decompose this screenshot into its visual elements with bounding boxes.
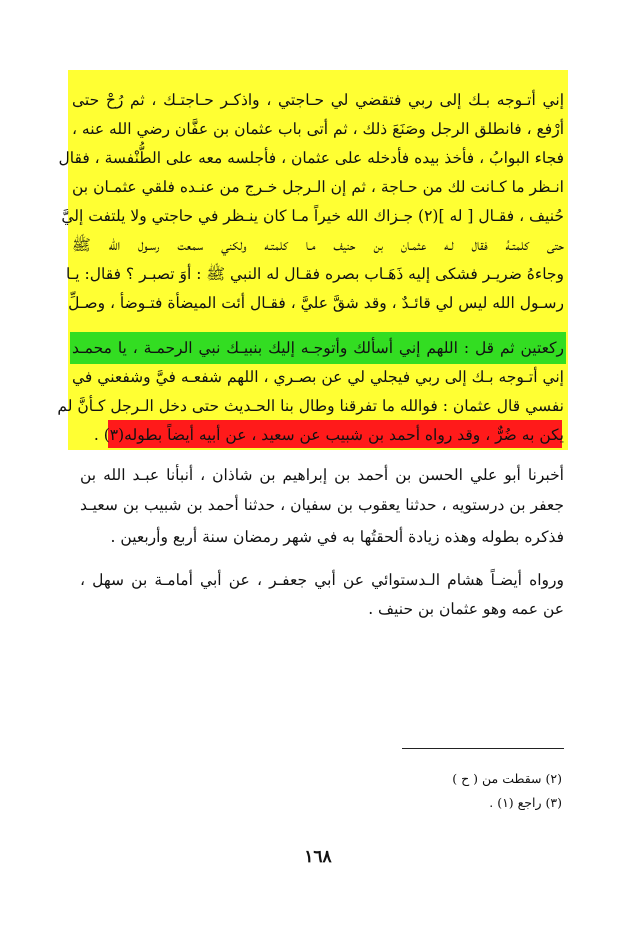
footnote: (٢) سقطت من ( ح ) (452, 771, 562, 786)
footnote-divider (402, 748, 564, 749)
main-text-line: فجاء البوابُ ، فأخذ بيده فأدخله على عثمان ، فأجلسه معه على الطُّنْفسة ، فقال (58, 149, 564, 167)
narration-paragraph-line: عن عمه وهو عثمان بن حنيف . (368, 600, 564, 618)
isnad-paragraph-line: أخبرنا أبو علي الحسن بن أحمد بن إبراهيم بن شاذان ، أنبأنا عبـد الله بن (80, 466, 564, 484)
main-text-line: وجاءهُ ضريـر فشكى إليه ذَهَـاب بصره فقـال له النبي ﷺ : أوَ تصبـر ؟ فقال: يـا (66, 265, 564, 283)
page-number: ١٦٨ (304, 847, 332, 867)
isnad-paragraph-line: جعفر بن درستويه ، حدثنا يعقوب بن سفيان ، حدثنا أحمد بن شبيب بن سعيـد (80, 496, 564, 514)
main-text-line: نفسي قال عثمان : فوالله ما تفرقنا وطال بنا الحـديث حتى دخل الـرجل كـأنَّ لم (57, 397, 564, 415)
main-text-line: إني أتـوجه بـك إلى ربي فيجلي لي عن بصـري ، اللهم شفعـه فيَّ وشفعني في (72, 368, 564, 386)
main-text-line: أرْفع ، فانطلق الرجل وصَنَعَ ذلك ، ثم أتى باب عثمان بن عفَّان رضي الله عنه ، (71, 120, 564, 138)
main-text-line: إني أتـوجه بـك إلى ربي فتقضي لي حـاجتي ، واذكـر حـاجتـك ، ثم رُحْ حتى (72, 91, 564, 109)
main-text-line: انـظر ما كـانت لك من حـاجة ، ثم إن الـرجل خـرج من عنـده فلقي عثمـان بن (72, 178, 564, 196)
main-text-line: يكن به ضُرٌّ ، وقد رواه أحمد بن شبيب عن سعيد ، عن أبيه أيضاً بطوله(٣) . (93, 426, 564, 444)
isnad-paragraph-line: فذكره بطوله وهذه زيادة ألحقتُها به في شهر رمضان سنة أربع وأربعين . (110, 528, 564, 546)
footnote: (٣) راجع (١) . (489, 795, 562, 810)
narration-paragraph-line: ورواه أيضـاً هشام الـدستوائي عن أبي جعفـر ، عن أبي أمامـة بن سهل ، (80, 571, 564, 589)
main-text-line: حُنيف ، فقـال [ له ](٢) جـزاك الله خيراً مـا كان ينـظر في حاجتي ولا يلتفت إليَّ (61, 207, 564, 225)
main-text-line: ركعتين ثم قل : اللهم إني أسألك وأتوجـه إليك بنبيـك نبي الرحمـة ، يا محمـد (72, 339, 564, 357)
main-text-line: رسـول الله ليس لي قائـدٌ ، وقد شقَّ عليَّ ، فقـال أئت الميضأة فتـوضأ ، وصـلِّ (68, 294, 564, 312)
main-text-line: حتى كلمتـهُ فقال لـه عثمـان بن حنيف مـا كلمتـه ولكني سمعت رسـول الله ﷺ (72, 236, 564, 254)
